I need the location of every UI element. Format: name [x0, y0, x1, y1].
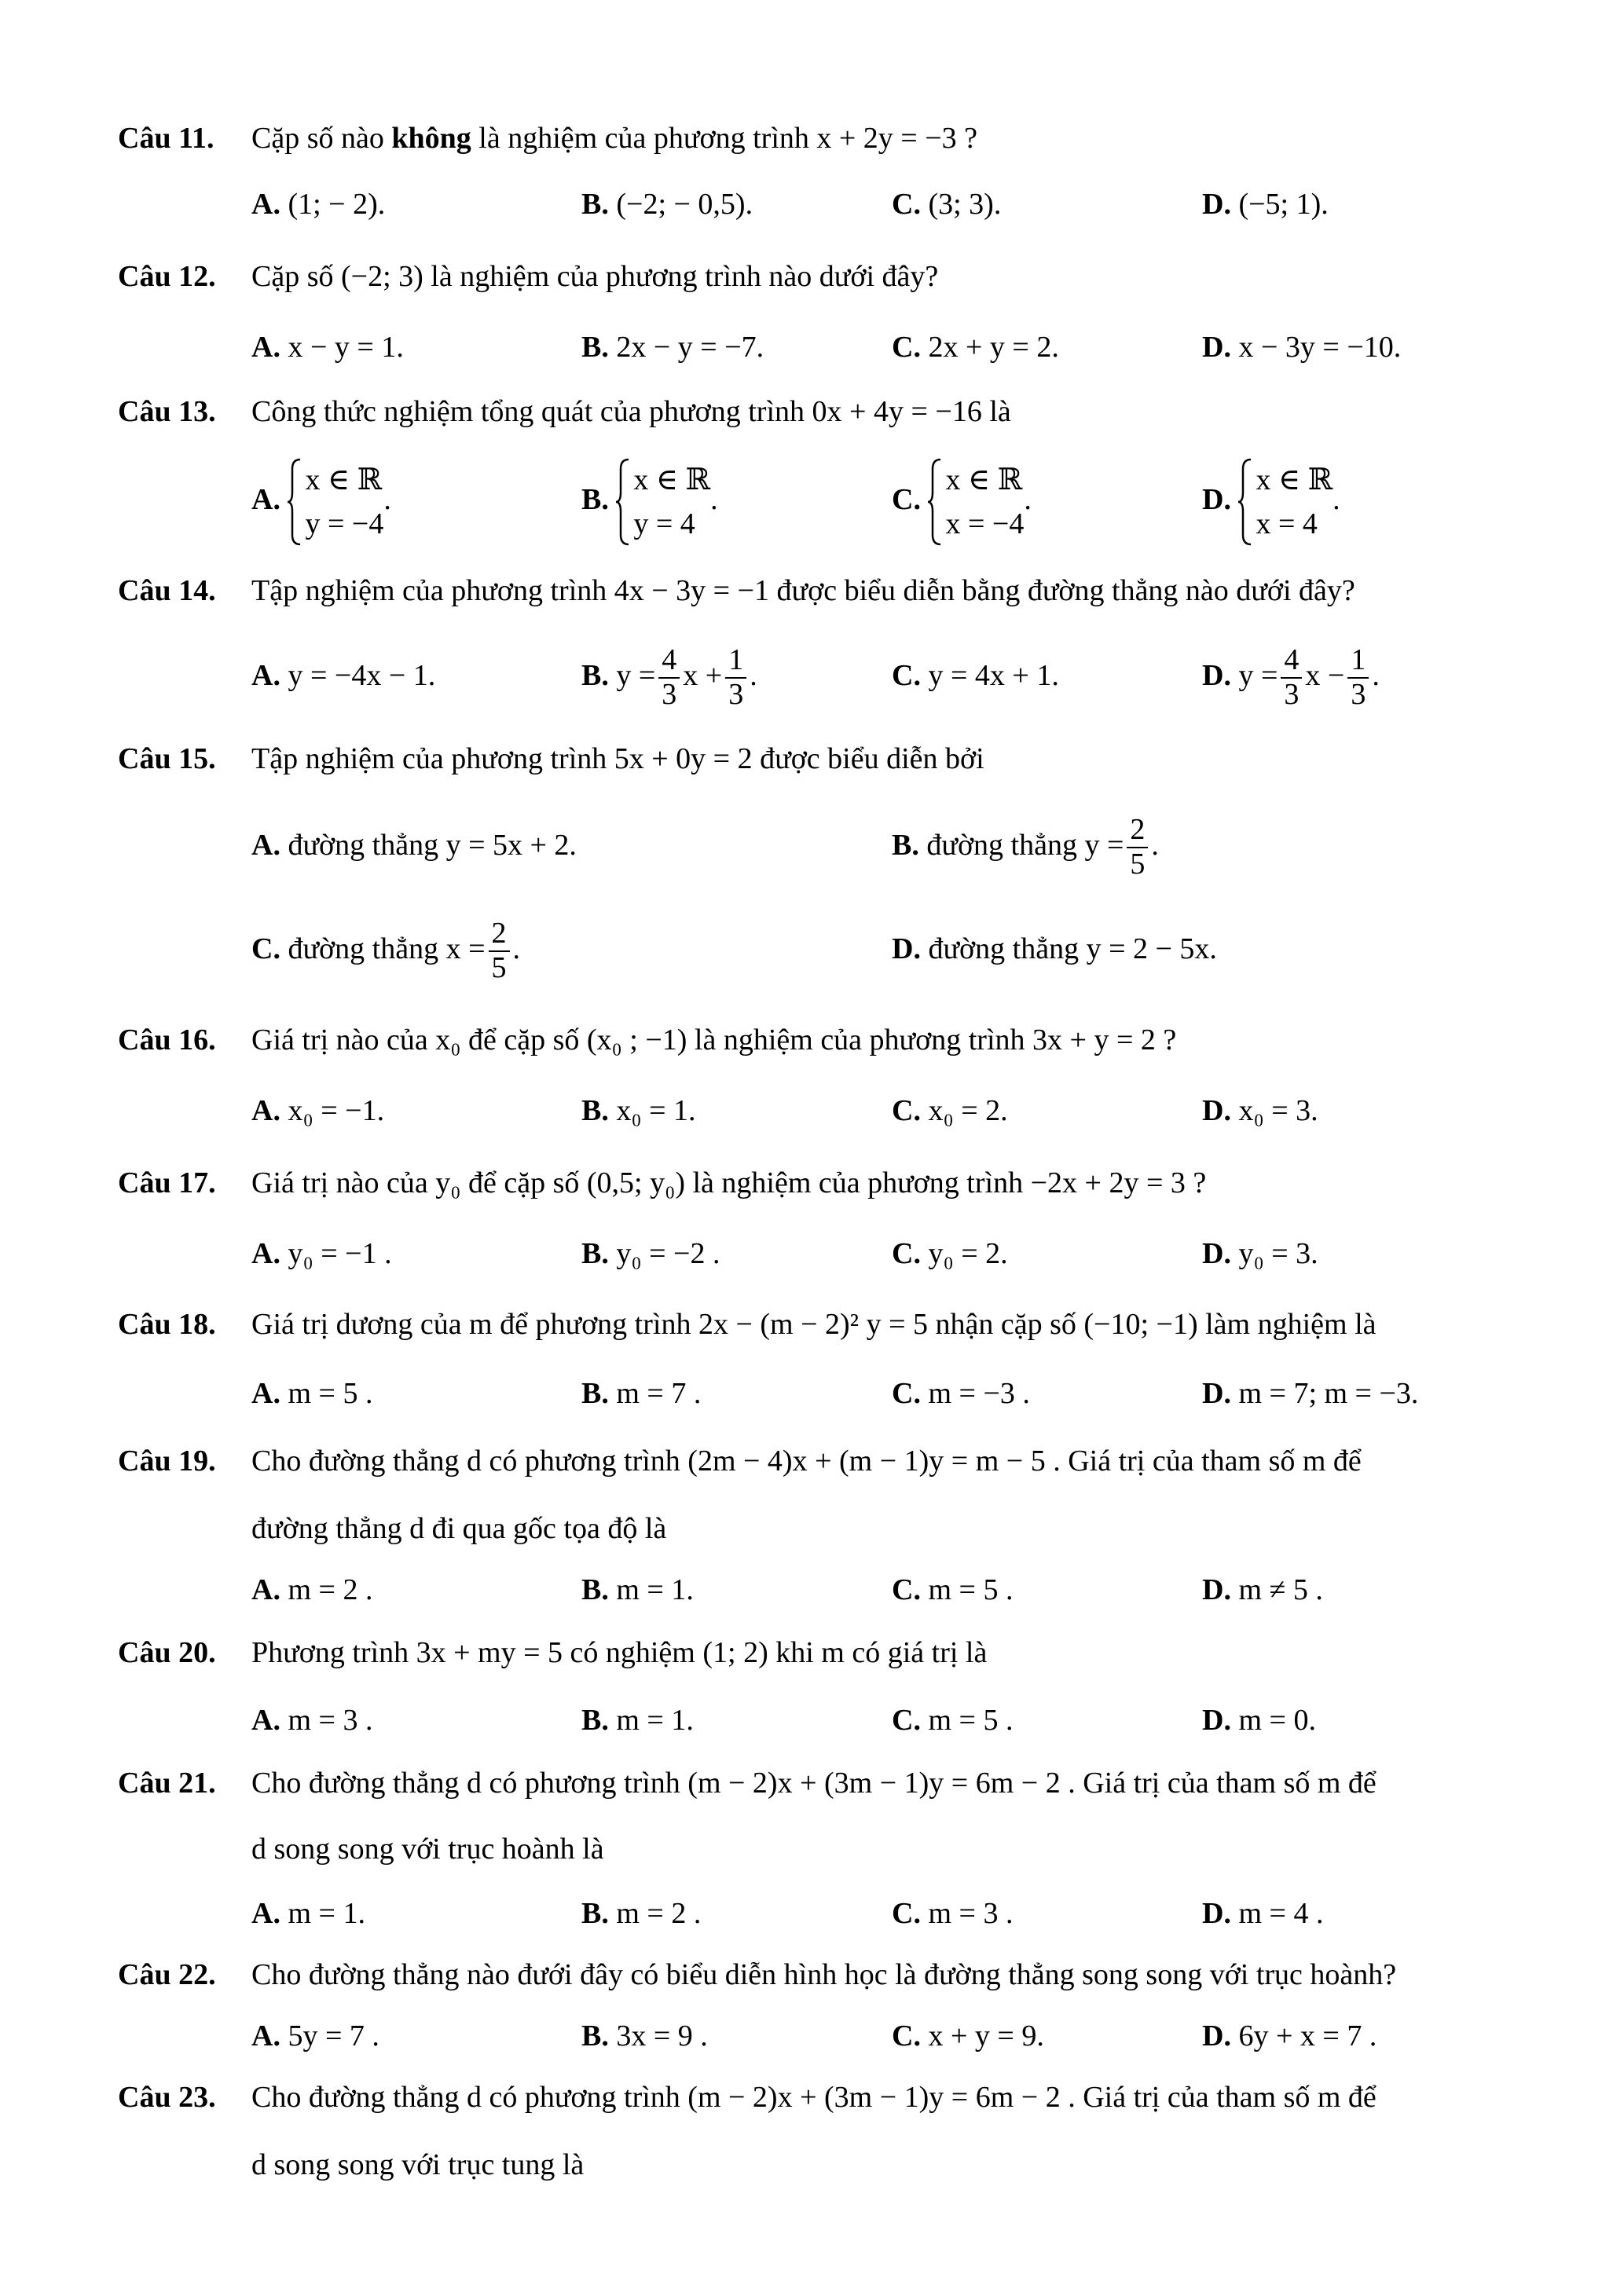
option-a: A. m = 1.	[251, 1897, 365, 1930]
option-c: C. 2x + y = 2.	[892, 331, 1059, 364]
option-a: A. x − y = 1.	[251, 331, 404, 364]
question-21	[118, 1760, 1524, 1807]
question-13	[118, 388, 1524, 435]
option-b: B. m = 1.	[581, 1704, 694, 1737]
question-text: Giá trị nào của y₀ để cặp số (0,5; y₀) là nghiệm của phương trình −2x + 2y = 3 ?	[251, 1166, 1207, 1199]
option-b: B. đường thẳng y = $\frac{2}{5}$ .	[892, 813, 1159, 881]
question-12	[118, 253, 1524, 300]
option-c: C. (3; 3).	[892, 188, 1002, 221]
fraction: $\frac{1}{3}$	[1347, 644, 1369, 712]
question-number: Câu 15.	[118, 742, 216, 775]
option-c: C. m = −3 .	[892, 1377, 1030, 1410]
question-number: Câu 21.	[118, 1767, 216, 1800]
question-text: Cặp số nào không là nghiệm của phương trình x + 2y = −3 ?	[251, 122, 978, 155]
question-text: Cho đường thẳng d có phương trình (m − 2)x + (3m − 1)y = 6m − 2 . Giá trị của tham số m để	[251, 1767, 1377, 1800]
question-18	[118, 1301, 1524, 1348]
option-a: A. m = 2 .	[251, 1573, 373, 1606]
option-a: A. m = 5 .	[251, 1377, 373, 1410]
question-17	[118, 1159, 1524, 1207]
question-continuation: d song song với trục tung là	[251, 2148, 585, 2181]
option-b: B. (−2; − 0,5).	[581, 188, 753, 221]
question-text: Tập nghiệm của phương trình 4x − 3y = −1 được biểu diễn bằng đường thẳng nào dưới đây?	[251, 574, 1355, 607]
option-a: A. x₀ = −1.	[251, 1094, 385, 1127]
option-b: B. m = 2 .	[581, 1897, 702, 1930]
fraction: $\frac{4}{3}$	[658, 644, 680, 712]
option-c: C. m = 5 .	[892, 1704, 1014, 1737]
left-brace-icon	[616, 458, 630, 546]
equation-system: x ∈ ℝ y = 4	[616, 458, 710, 546]
option-d: D. x₀ = 3.	[1202, 1094, 1318, 1127]
question-number: Câu 19.	[118, 1445, 216, 1478]
option-d: D. 6y + x = 7 .	[1202, 2020, 1377, 2052]
equation-system: x ∈ ℝ x = −4	[928, 458, 1024, 546]
option-c: C. đường thẳng x = $\frac{2}{5}$ .	[251, 917, 520, 985]
option-b: B. 2x − y = −7.	[581, 331, 764, 364]
option-a: A. y₀ = −1 .	[251, 1237, 392, 1270]
question-number: Câu 18.	[118, 1308, 216, 1341]
question-text: Cặp số (−2; 3) là nghiệm của phương trình nào dưới đây?	[251, 260, 939, 293]
question-continuation: d song song với trục hoành là	[251, 1833, 604, 1866]
left-brace-icon	[928, 458, 942, 546]
option-b: B. x₀ = 1.	[581, 1094, 696, 1127]
question-number: Câu 20.	[118, 1636, 216, 1669]
question-20	[118, 1629, 1524, 1676]
fraction: $\frac{2}{5}$	[489, 917, 510, 985]
question-number: Câu 22.	[118, 1958, 216, 1991]
question-number: Câu 14.	[118, 574, 216, 607]
option-d: D. y = $\frac{4}{3}$ x − $\frac{1}{3}$ .	[1202, 643, 1380, 712]
question-text: Giá trị dương của m để phương trình 2x − (m − 2)² y = 5 nhận cặp số (−10; −1) làm nghiệm là	[251, 1308, 1377, 1341]
question-number: Câu 16.	[118, 1023, 216, 1056]
left-brace-icon	[288, 458, 302, 546]
question-19	[118, 1437, 1524, 1485]
option-a: A. y = −4x − 1.	[251, 659, 436, 692]
option-c: C. x₀ = 2.	[892, 1094, 1008, 1127]
question-22	[118, 1951, 1524, 1998]
question-text: Cho đường thẳng d có phương trình (m − 2)x + (3m − 1)y = 6m − 2 . Giá trị của tham số m để	[251, 2081, 1377, 2114]
question-text: Phương trình 3x + my = 5 có nghiệm (1; 2) khi m có giá trị là	[251, 1636, 988, 1669]
option-d: D. m = 7; m = −3.	[1202, 1377, 1419, 1410]
option-a: A. m = 3 .	[251, 1704, 373, 1737]
question-16	[118, 1016, 1524, 1064]
option-c: C. m = 3 .	[892, 1897, 1014, 1930]
option-b: B. m = 7 .	[581, 1377, 702, 1410]
option-d: D. x − 3y = −10.	[1202, 331, 1402, 364]
option-b: B. 3x = 9 .	[581, 2020, 708, 2052]
question-number: Câu 11.	[118, 122, 214, 155]
question-text: Giá trị nào của x₀ để cặp số (x₀ ; −1) là nghiệm của phương trình 3x + y = 2 ?	[251, 1023, 1177, 1056]
question-text: Tập nghiệm của phương trình 5x + 0y = 2 được biểu diễn bởi	[251, 742, 984, 775]
option-d: D. m ≠ 5 .	[1202, 1573, 1323, 1606]
fraction: $\frac{4}{3}$	[1281, 644, 1302, 712]
option-b: B. m = 1.	[581, 1573, 694, 1606]
question-continuation: đường thẳng d đi qua gốc tọa độ là	[251, 1512, 667, 1545]
option-d: D. đường thẳng y = 2 − 5x.	[892, 932, 1217, 965]
question-text: Cho đường thẳng nào đưới đây có biểu diễn hình học là đường thẳng song song với trục hoành?	[251, 1958, 1397, 1991]
question-text: Công thức nghiệm tổng quát của phương trình 0x + 4y = −16 là	[251, 395, 1011, 428]
option-c: C. x ∈ ℝ x = −4 .	[892, 456, 1032, 546]
option-a: A. x ∈ ℝ y = −4 .	[251, 456, 391, 546]
option-a: A. 5y = 7 .	[251, 2020, 379, 2052]
fraction: $\frac{1}{3}$	[725, 644, 746, 712]
fraction: $\frac{2}{5}$	[1127, 814, 1148, 881]
question-number: Câu 23.	[118, 2081, 216, 2114]
question-number: Câu 12.	[118, 260, 216, 293]
option-b: B. x ∈ ℝ y = 4 .	[581, 456, 718, 546]
equation-system: x ∈ ℝ y = −4	[288, 458, 383, 546]
question-number: Câu 17.	[118, 1166, 216, 1199]
option-d: D. y₀ = 3.	[1202, 1237, 1318, 1270]
option-b: B. y₀ = −2 .	[581, 1237, 720, 1270]
option-c: C. y = 4x + 1.	[892, 659, 1059, 692]
left-brace-icon	[1238, 458, 1252, 546]
option-d: D. m = 0.	[1202, 1704, 1316, 1737]
question-14	[118, 567, 1524, 614]
question-text: Cho đường thẳng d có phương trình (2m − 4)x + (m − 1)y = m − 5 . Giá trị của tham số m để	[251, 1445, 1362, 1478]
equation-system: x ∈ ℝ x = 4	[1238, 458, 1333, 546]
option-d: D. m = 4 .	[1202, 1897, 1324, 1930]
option-c: C. x + y = 9.	[892, 2020, 1044, 2052]
question-23	[118, 2074, 1524, 2121]
option-c: C. y₀ = 2.	[892, 1237, 1008, 1270]
option-a: A. (1; − 2).	[251, 188, 386, 221]
question-11	[118, 115, 1524, 162]
option-d: D. (−5; 1).	[1202, 188, 1329, 221]
option-d: D. x ∈ ℝ x = 4 .	[1202, 456, 1340, 546]
option-a: A. đường thẳng y = 5x + 2.	[251, 829, 577, 862]
question-15	[118, 735, 1524, 782]
option-c: C. m = 5 .	[892, 1573, 1014, 1606]
option-b: B. y = $\frac{4}{3}$ x + $\frac{1}{3}$ .	[581, 643, 757, 712]
question-number: Câu 13.	[118, 395, 216, 428]
